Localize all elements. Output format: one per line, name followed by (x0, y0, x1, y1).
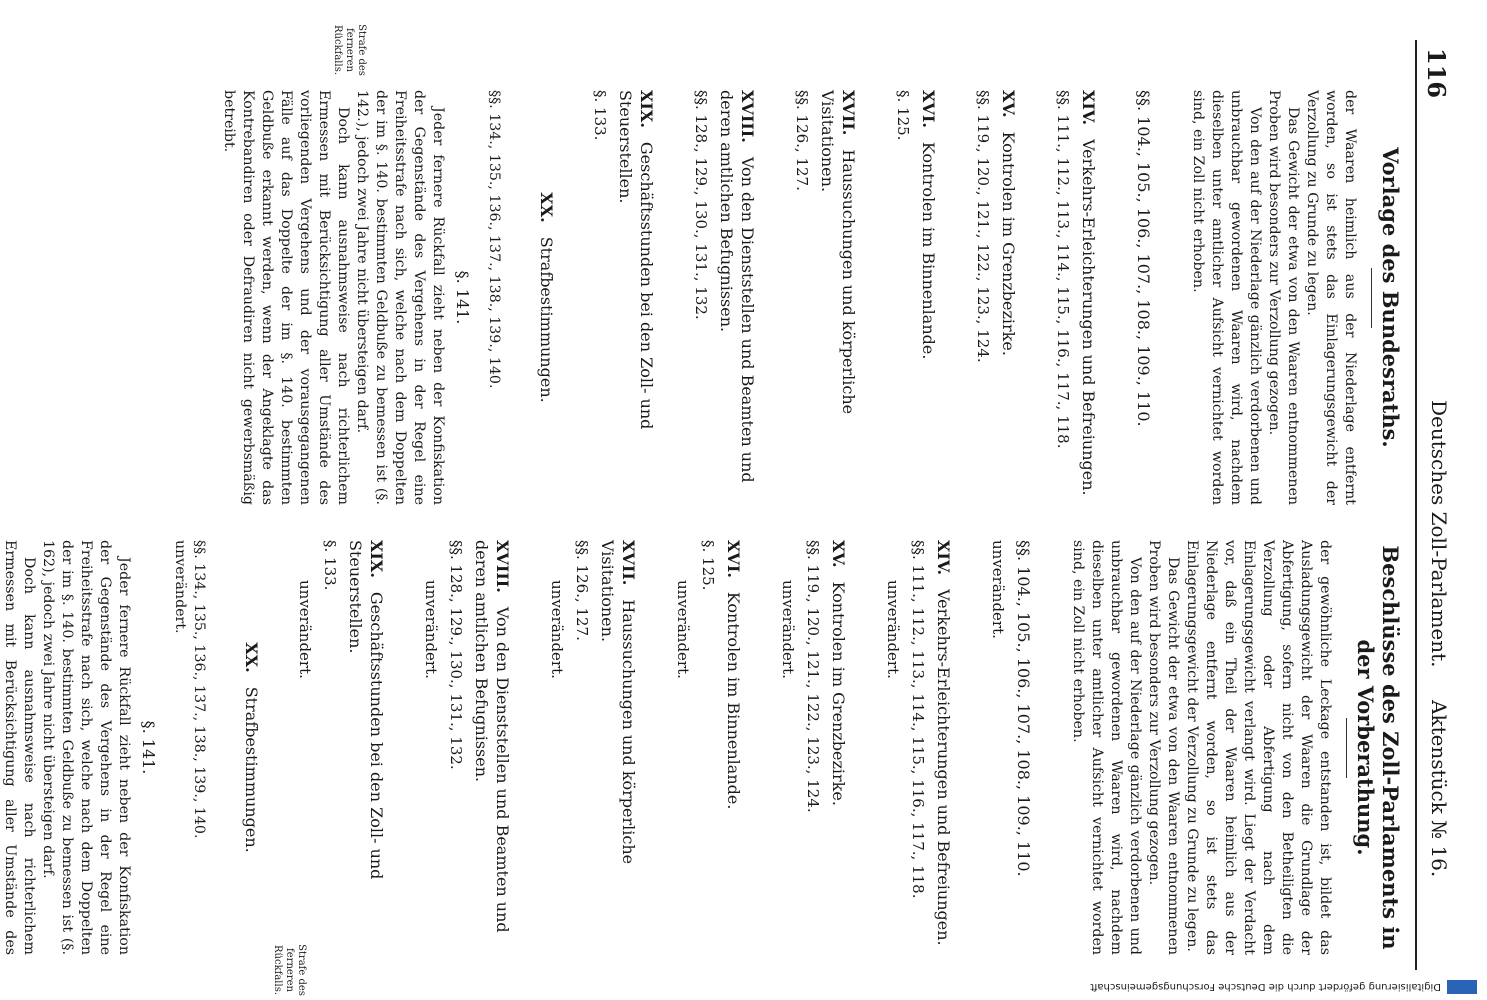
section-paragraphs: §. 125. (699, 540, 717, 591)
section-title (1133, 90, 1154, 505)
heading-rule (1346, 718, 1347, 778)
paragraph-141-text: Doch kann ausnahmsweise nach richterlichem Ermessen mit Berücksichtigung aller Umstände des vorliegenden Vergehens und der vorausgegangenen Fälle auf das Doppelte der im §. 140. bestimmten Geldbuße erkannt werden, wenn der Angeklagte das Kontrebandiren oder Defraudiren nicht gewerbsmäßig betreibt. (221, 90, 351, 505)
section-numeral: XV. (999, 90, 1018, 118)
section-numeral: XX. (537, 192, 556, 223)
section-xx (537, 90, 556, 505)
section-title-text: Geschäftsstunden bei den Zoll- und Steuerstellen. (616, 90, 656, 430)
section-paragraphs: §§. 126., 127. (793, 90, 811, 191)
section-title (998, 90, 1019, 505)
right-column (2, 540, 1403, 955)
intro-paragraph: der Waaren heimlich aus der Niederlage entfernt worden, so ist stets das Einlagerungsgewicht der Verzollung zu Grunde zu legen. (1304, 90, 1358, 505)
section-title-text: Kontrolen im Binnenlande. (919, 141, 938, 360)
section (295, 540, 387, 955)
section-title-text: Kontrolen im Grenzbezirke. (999, 131, 1018, 356)
section-paragraphs: §§. 119., 120., 121., 122., 123., 124. (804, 540, 822, 813)
intro-paragraph: Von den auf der Niederlage gänzlich verdorbenen und unbrauchbar gewordenen Waaren wird, nachdem dieselben unter amtlicher Aufsicht vernichtet worden sind, ein Zoll nicht erhoben. (1070, 540, 1143, 955)
intro-paragraph: Das Gewicht der etwa von den Waaren entnommenen Proben wird besonders zur Verzollung gezogen. (1266, 90, 1301, 505)
section-numeral: XVII. (839, 90, 858, 136)
section-title-text: §§. 104., 105., 106., 107., 108., 109., 110. (1014, 540, 1033, 877)
section-paragraphs: §§. 128., 129., 130., 131., 132. (447, 540, 465, 770)
paragraph-141-heading: §. 141. (453, 270, 472, 325)
section (792, 90, 859, 505)
section-paragraphs: unverändert. (884, 580, 902, 679)
section-paragraphs: §. 133. (591, 90, 609, 141)
section-numeral: XV. (829, 540, 848, 568)
section-title (918, 90, 939, 505)
section (673, 540, 744, 955)
left-column (221, 90, 1403, 505)
intro-paragraph: Von den auf der Niederlage gänzlich verdorbenen und unbrauchbar gewordenen Waaren wird, nachdem dieselben unter amtlicher Aufsicht vernichtet worden sind, ein Zoll nicht erhoben. (1190, 90, 1263, 505)
section-title-text: Verkehrs-Erleichterungen und Befreiungen. (1079, 139, 1098, 496)
right-margin-note: Strafe des ferneren Rückfalls. (272, 944, 307, 996)
section-paragraphs: §§. 126., 127. (573, 540, 591, 641)
digitization-credit (1047, 980, 1477, 994)
section-paragraphs: unverändert. (989, 540, 1007, 639)
section (1133, 90, 1154, 505)
section-paragraphs: §§. 111., 112., 113., 114., 115., 116., 117., 118. (1054, 90, 1072, 449)
section (893, 90, 939, 505)
right-running-head: Aktenstück № 16. (1427, 700, 1451, 878)
section-title-text: Strafbestimmungen. (242, 686, 261, 853)
left-running-head: Deutsches Zoll-Parlament. (1427, 400, 1451, 668)
section-title-text: Kontrolen im Grenzbezirke. (829, 581, 848, 806)
section (988, 540, 1034, 955)
section-title (597, 540, 639, 955)
section (590, 90, 657, 505)
paragraph-141-text: Doch kann ausnahmsweise nach richterlichem Ermessen mit Berücksichtigung aller Umstände des (2, 540, 37, 955)
section-paragraphs: §§. 128., 129., 130., 131., 132. (692, 90, 710, 320)
section-paragraphs: unverändert. (422, 580, 440, 679)
section-title-text: Verkehrs-Erleichterungen und Befreiungen. (934, 589, 953, 946)
section-paragraphs: §§. 134., 135., 136., 137., 138., 139., 140. (191, 540, 207, 839)
column-heading: Beschlüsse des Zoll-Parlaments in der Vorberathung. (1353, 545, 1403, 950)
section-paragraphs: §. 125. (894, 90, 912, 141)
section (973, 90, 1019, 505)
section-paragraphs: unverändert. (779, 580, 797, 679)
paragraph-141-heading: §. 141. (139, 720, 158, 775)
section-numeral: XVI. (919, 90, 938, 128)
paragraph-141-text: Jeder fernere Rückfall zieht neben der Konfiskation der Gegenstände des Vergehens in der Regel eine Freiheitsstrafe nach sich, welche nach dem Doppelten der im §. 140. bestimmten Geldbuße zu bemessen ist (§. 142.), jedoch zwei Jahre nicht übersteigen darf. (354, 90, 446, 505)
section-numeral: XX. (242, 642, 261, 673)
section (691, 90, 758, 505)
section-numeral: XIX. (637, 90, 656, 128)
intro-paragraph: der gewöhnliche Leckage entstanden ist, bildet das Ausladungsgewicht der Waaren die Grundlage der Abfertigung, sofern nicht von den Betheiligten die Verzollung oder Abfertigung nach dem Einlagerungsgewicht verlangt wird. Liegt der Verdacht vor, daß ein Theil der Waaren heimlich aus der Niederlage entfernt worden, so ist stets das Einlagerungsgewicht der Verzollung zu Grunde zu legen. (1184, 540, 1333, 955)
section-title (1013, 540, 1034, 955)
section-title-text: Haussuchungen und körperliche Visitationen. (598, 540, 638, 865)
section-numeral: XIV. (1079, 90, 1098, 126)
heading-rule (1371, 268, 1372, 328)
section-unchanged: unverändert. (172, 540, 188, 634)
section-title-text: §§. 104., 105., 106., 107., 108., 109., 110. (1134, 90, 1153, 427)
section-numeral: XVI. (724, 540, 743, 578)
section-title (1078, 90, 1099, 505)
section-title-text: Haussuchungen und körperliche Visitationen. (818, 90, 858, 415)
page-header (1411, 40, 1471, 970)
section-numeral: XVIII. (493, 540, 512, 593)
section-title-text: Geschäftsstunden bei den Zoll- und Steuerstellen. (346, 540, 386, 880)
section-numeral: XIX. (367, 540, 386, 578)
column-heading: Vorlage des Bundesraths. (1378, 147, 1403, 448)
section-xx (242, 540, 261, 955)
section-numeral: XIV. (934, 540, 953, 576)
section (421, 540, 513, 955)
section-title (933, 540, 954, 955)
section-title (471, 540, 513, 955)
section-paragraphs: unverändert. (296, 580, 314, 679)
page-number: 116 (1422, 48, 1451, 99)
section-title (345, 540, 387, 955)
section-paragraphs: §. 133. (321, 540, 339, 591)
section (883, 540, 954, 955)
header-rule (1415, 40, 1417, 970)
section-numeral: XVIII. (738, 90, 757, 143)
section-title (723, 540, 744, 955)
section-title (615, 90, 657, 505)
section-numeral: XVII. (619, 540, 638, 586)
section-title-text: Kontrolen im Binnenlande. (724, 591, 743, 810)
section-paragraphs: §§. 111., 112., 113., 114., 115., 116., 117., 118. (909, 540, 927, 899)
left-margin-note: Strafe des ferneren Rückfalls. (332, 24, 367, 76)
section (547, 540, 639, 955)
paragraph-141-text: Jeder fernere Rückfall zieht neben der Konfiskation der Gegenstände des Vergehens in der Regel eine Freiheitsstrafe nach sich, welche nach dem Doppelten der im §. 140. bestimmten Geldbuße zu bemessen ist (§. 162), jedoch zwei Jahre nicht übersteigen darf. (40, 540, 132, 955)
section-title-text: Von den Dienststellen und Beamten und deren amtlichen Befugnissen. (472, 540, 512, 933)
digitization-credit-text: Digitalisierung gefördert durch die Deutsche Forschungsgemeinschaft (1090, 981, 1441, 992)
section (778, 540, 849, 955)
dfg-logo-icon (1447, 980, 1477, 994)
section-title (817, 90, 859, 505)
intro-paragraph: Das Gewicht der etwa von den Waaren entnommenen Proben wird besonders zur Verzollung gezogen. (1146, 540, 1181, 955)
section-paragraphs: §§. 134., 135., 136., 137., 138., 139., 140. (486, 90, 502, 389)
section-title-text: Von den Dienststellen und Beamten und deren amtlichen Befugnissen. (717, 90, 757, 483)
section-paragraphs: unverändert. (674, 580, 692, 679)
section-paragraphs: §§. 119., 120., 121., 122., 123., 124. (974, 90, 992, 363)
section-paragraphs: unverändert. (548, 580, 566, 679)
section-title-text: Strafbestimmungen. (537, 236, 556, 403)
section (1053, 90, 1099, 505)
section-title (716, 90, 758, 505)
section-title (828, 540, 849, 955)
